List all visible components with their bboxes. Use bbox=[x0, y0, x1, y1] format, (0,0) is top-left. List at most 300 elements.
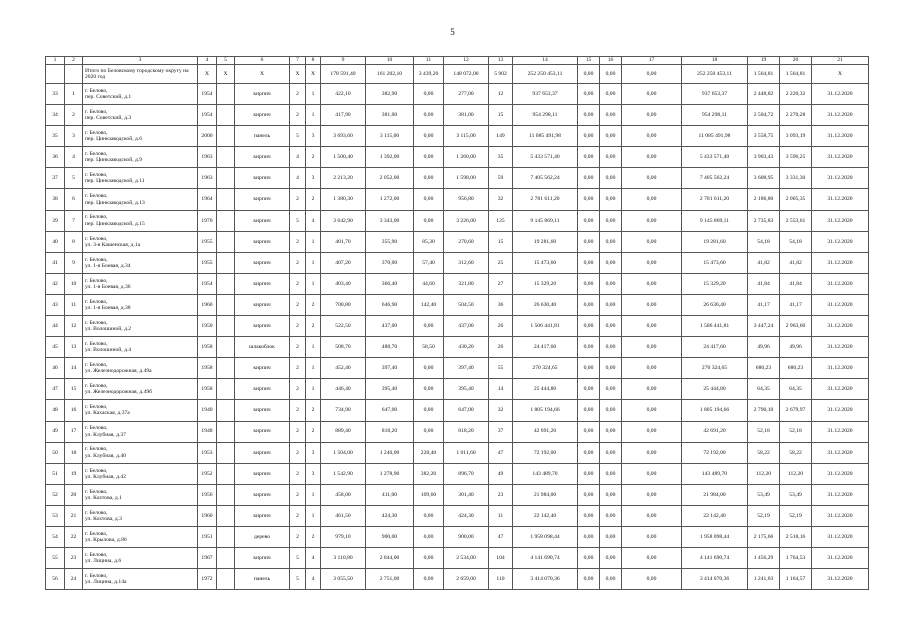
cell-p: 12 bbox=[489, 84, 513, 105]
cell-tot: 24 417,60 bbox=[682, 337, 748, 358]
cell-tot: 21 984,00 bbox=[682, 484, 748, 505]
cell-fl: 2 bbox=[290, 400, 306, 421]
cell-d: 896,70 bbox=[444, 463, 489, 484]
address-cell bbox=[83, 168, 198, 189]
address-cell bbox=[83, 442, 198, 463]
total-cell-17: 0,00 bbox=[622, 65, 682, 84]
cell-u2: 3 596,25 bbox=[780, 147, 812, 168]
cell-f3: 0,00 bbox=[622, 84, 682, 105]
cell-fl: 2 bbox=[290, 421, 306, 442]
cell-u2: 58,22 bbox=[780, 442, 812, 463]
cell-year: 1958 bbox=[198, 337, 217, 358]
cell-f2: 0,00 bbox=[600, 358, 622, 379]
cell-tot: 26 630,40 bbox=[682, 294, 748, 315]
cell-empty bbox=[217, 316, 235, 337]
cell-f2: 0,00 bbox=[600, 273, 622, 294]
cell-fl: 2 bbox=[290, 84, 306, 105]
address-street: ул. Клубная, д.42 bbox=[85, 473, 126, 480]
address-city: г. Белово, bbox=[85, 467, 108, 474]
cell-tot: 22 142,40 bbox=[682, 505, 748, 526]
cell-b: 3 343,00 bbox=[366, 210, 414, 231]
cell-p: 49 bbox=[489, 463, 513, 484]
cell-year: 1952 bbox=[198, 463, 217, 484]
cell-ent: 3 bbox=[306, 463, 321, 484]
cell-date: 31.12.2020 bbox=[812, 126, 869, 147]
table-row bbox=[46, 484, 869, 505]
cell-d: 430,20 bbox=[444, 337, 489, 358]
cell-d: 647,00 bbox=[444, 400, 489, 421]
cell-u1: 64,35 bbox=[748, 379, 780, 400]
cell-p: 25 bbox=[489, 252, 513, 273]
cell-d: 301,40 bbox=[444, 484, 489, 505]
cell-k: 23 bbox=[65, 548, 83, 569]
table-row bbox=[46, 252, 869, 273]
address-city: г. Белово, bbox=[85, 319, 108, 326]
cell-c: 0,00 bbox=[414, 105, 444, 126]
address-city: г. Белово, bbox=[85, 383, 108, 390]
cell-year: 2000 bbox=[198, 126, 217, 147]
cell-f3: 0,00 bbox=[622, 189, 682, 210]
cell-mat: кирпич bbox=[235, 548, 290, 569]
cell-c: 0,00 bbox=[414, 210, 444, 231]
cell-f1: 0,00 bbox=[578, 463, 600, 484]
cell-u2: 1 764,53 bbox=[780, 548, 812, 569]
table-row bbox=[46, 548, 869, 569]
cell-b: 1 392,00 bbox=[366, 147, 414, 168]
cell-c: 228,40 bbox=[414, 442, 444, 463]
cell-a: 508,70 bbox=[321, 337, 366, 358]
table-row bbox=[46, 379, 869, 400]
address-street: пер. Цинкзаводской, д.11 bbox=[85, 178, 145, 185]
total-cell-14: 252 250 453,11 bbox=[513, 65, 578, 84]
cell-c: 44,60 bbox=[414, 273, 444, 294]
cell-u2: 112,20 bbox=[780, 463, 812, 484]
cell-u1: 680,23 bbox=[748, 358, 780, 379]
cell-p: 36 bbox=[489, 294, 513, 315]
cell-c: 0,00 bbox=[414, 189, 444, 210]
cell-fl: 2 bbox=[290, 379, 306, 400]
cell-date: 31.12.2020 bbox=[812, 442, 869, 463]
cell-p: 125 bbox=[489, 210, 513, 231]
cell-k: 14 bbox=[65, 358, 83, 379]
address-cell bbox=[83, 252, 198, 273]
cell-f1: 0,00 bbox=[578, 126, 600, 147]
cell-date: 31.12.2020 bbox=[812, 168, 869, 189]
cell-tot: 42 691,20 bbox=[682, 421, 748, 442]
cell-p: 26 bbox=[489, 316, 513, 337]
cell-ent: 1 bbox=[306, 484, 321, 505]
cell-f3: 0,00 bbox=[622, 273, 682, 294]
cell-c: 109,60 bbox=[414, 484, 444, 505]
cell-n: 53 bbox=[46, 505, 65, 526]
table-row bbox=[46, 505, 869, 526]
cell-mat: кирпич bbox=[235, 189, 290, 210]
cell-date: 31.12.2020 bbox=[812, 84, 869, 105]
column-number: 12 bbox=[444, 57, 489, 65]
cell-tot: 11 085 491,98 bbox=[682, 126, 748, 147]
cell-empty bbox=[217, 463, 235, 484]
cell-d: 321,80 bbox=[444, 273, 489, 294]
table-row bbox=[46, 294, 869, 315]
cell-cost: 19 281,60 bbox=[513, 231, 578, 252]
cell-u2: 2 270,28 bbox=[780, 105, 812, 126]
cell-b: 900,00 bbox=[366, 526, 414, 547]
cell-n: 38 bbox=[46, 189, 65, 210]
cell-a: 3 110,80 bbox=[321, 548, 366, 569]
cell-b: 370,00 bbox=[366, 252, 414, 273]
cell-u1: 2 735,83 bbox=[748, 210, 780, 231]
cell-u1: 3 558,75 bbox=[748, 126, 780, 147]
cell-k: 7 bbox=[65, 210, 83, 231]
address-street: ул. Железнодорожная, д.49б bbox=[85, 389, 153, 396]
cell-empty bbox=[217, 400, 235, 421]
cell-d: 270,60 bbox=[444, 231, 489, 252]
cell-ent: 4 bbox=[306, 210, 321, 231]
cell-cost: 7 405 562,24 bbox=[513, 168, 578, 189]
cell-a: 734,90 bbox=[321, 400, 366, 421]
address-city: г. Белово, bbox=[85, 214, 108, 221]
cell-empty bbox=[217, 168, 235, 189]
cell-u2: 64,35 bbox=[780, 379, 812, 400]
cell-n: 50 bbox=[46, 442, 65, 463]
cell-u1: 1 456,29 bbox=[748, 548, 780, 569]
cell-a: 700,80 bbox=[321, 294, 366, 315]
cell-k: 10 bbox=[65, 273, 83, 294]
cell-p: 47 bbox=[489, 526, 513, 547]
cell-f3: 0,00 bbox=[622, 569, 682, 590]
cell-n: 37 bbox=[46, 168, 65, 189]
cell-f1: 0,00 bbox=[578, 358, 600, 379]
cell-u2: 52,18 bbox=[780, 421, 812, 442]
cell-a: 407,20 bbox=[321, 252, 366, 273]
cell-year: 1954 bbox=[198, 273, 217, 294]
cell-n: 36 bbox=[46, 147, 65, 168]
address-street: ул. 1-я Боевая, д.36 bbox=[85, 283, 131, 290]
cell-tot: 4 141 690,74 bbox=[682, 548, 748, 569]
cell-b: 647,00 bbox=[366, 400, 414, 421]
cell-empty bbox=[217, 569, 235, 590]
cell-p: 26 bbox=[489, 337, 513, 358]
cell-p: 15 bbox=[489, 105, 513, 126]
cell-tot: 25 444,80 bbox=[682, 379, 748, 400]
cell-u2: 680,23 bbox=[780, 358, 812, 379]
cell-c: 0,00 bbox=[414, 84, 444, 105]
cell-p: 47 bbox=[489, 442, 513, 463]
cell-cost: 22 142,40 bbox=[513, 505, 578, 526]
cell-b: 818,20 bbox=[366, 421, 414, 442]
cell-year: 1960 bbox=[198, 505, 217, 526]
cell-c: 0,00 bbox=[414, 400, 444, 421]
total-cell-20: 1 564,81 bbox=[780, 65, 812, 84]
cell-f2: 0,00 bbox=[600, 316, 622, 337]
table-row bbox=[46, 358, 869, 379]
cell-k: 21 bbox=[65, 505, 83, 526]
column-number: 5 bbox=[217, 57, 235, 65]
cell-u1: 58,22 bbox=[748, 442, 780, 463]
cell-k: 4 bbox=[65, 147, 83, 168]
cell-year: 1963 bbox=[198, 147, 217, 168]
cell-date: 31.12.2020 bbox=[812, 294, 869, 315]
cell-date: 31.12.2020 bbox=[812, 273, 869, 294]
cell-fl: 5 bbox=[290, 569, 306, 590]
cell-ent: 4 bbox=[306, 569, 321, 590]
table-row bbox=[46, 231, 869, 252]
cell-c: 0,00 bbox=[414, 379, 444, 400]
cell-f3: 0,00 bbox=[622, 526, 682, 547]
cell-date: 31.12.2020 bbox=[812, 210, 869, 231]
cell-ent: 1 bbox=[306, 84, 321, 105]
cell-cost: 9 145 869,11 bbox=[513, 210, 578, 231]
column-number: 11 bbox=[414, 57, 444, 65]
column-number: 9 bbox=[321, 57, 366, 65]
cell-year: 1951 bbox=[198, 526, 217, 547]
cell-p: 27 bbox=[489, 273, 513, 294]
cell-c: 85,30 bbox=[414, 231, 444, 252]
column-number: 16 bbox=[600, 57, 622, 65]
cell-c: 0,00 bbox=[414, 358, 444, 379]
address-street: ул. 3-я Кашенская, д.1а bbox=[85, 241, 141, 248]
cell-fl: 2 bbox=[290, 105, 306, 126]
cell-a: 2 213,20 bbox=[321, 168, 366, 189]
cell-p: 104 bbox=[489, 548, 513, 569]
cell-d: 2 534,00 bbox=[444, 548, 489, 569]
cell-date: 31.12.2020 bbox=[812, 505, 869, 526]
cell-tot: 1 805 194,66 bbox=[682, 400, 748, 421]
cell-k: 6 bbox=[65, 189, 83, 210]
address-cell bbox=[83, 273, 198, 294]
cell-empty bbox=[217, 231, 235, 252]
total-cell-18: 252 250 453,11 bbox=[682, 65, 748, 84]
cell-date: 31.12.2020 bbox=[812, 105, 869, 126]
address-street: ул. Клубная, д.40 bbox=[85, 452, 126, 459]
cell-a: 417,90 bbox=[321, 105, 366, 126]
cell-fl: 2 bbox=[290, 484, 306, 505]
cell-tot: 937 653,37 bbox=[682, 84, 748, 105]
address-city: г. Белово, bbox=[85, 551, 108, 558]
cell-a: 889,40 bbox=[321, 421, 366, 442]
cell-b: 381,00 bbox=[366, 105, 414, 126]
cell-d: 277,00 bbox=[444, 84, 489, 105]
cell-fl: 2 bbox=[290, 526, 306, 547]
address-cell bbox=[83, 505, 198, 526]
total-label: Итого по Беловскому городскому округу на 2020 год bbox=[83, 65, 198, 84]
table-row bbox=[46, 400, 869, 421]
cell-fl: 5 bbox=[290, 548, 306, 569]
cell-d: 1 011,60 bbox=[444, 442, 489, 463]
cell-f1: 0,00 bbox=[578, 84, 600, 105]
cell-ent: 2 bbox=[306, 294, 321, 315]
address-cell bbox=[83, 358, 198, 379]
cell-cost: 270 324,65 bbox=[513, 358, 578, 379]
cell-mat: кирпич bbox=[235, 505, 290, 526]
cell-date: 31.12.2020 bbox=[812, 484, 869, 505]
cell-date: 31.12.2020 bbox=[812, 231, 869, 252]
address-street: ул. Лицина, д.6 bbox=[85, 558, 122, 565]
cell-p: 14 bbox=[489, 379, 513, 400]
address-cell bbox=[83, 189, 198, 210]
address-cell bbox=[83, 147, 198, 168]
cell-k: 20 bbox=[65, 484, 83, 505]
column-number: 10 bbox=[366, 57, 414, 65]
cell-c: 0,00 bbox=[414, 505, 444, 526]
cell-ent: 1 bbox=[306, 231, 321, 252]
cell-p: 32 bbox=[489, 400, 513, 421]
cell-f1: 0,00 bbox=[578, 442, 600, 463]
address-cell bbox=[83, 231, 198, 252]
cell-b: 2 844,00 bbox=[366, 548, 414, 569]
cell-d: 818,20 bbox=[444, 421, 489, 442]
cell-u1: 52,18 bbox=[748, 421, 780, 442]
address-cell bbox=[83, 379, 198, 400]
cell-f3: 0,00 bbox=[622, 400, 682, 421]
cell-a: 403,40 bbox=[321, 273, 366, 294]
cell-cost: 3 414 070,36 bbox=[513, 569, 578, 590]
cell-year: 1950 bbox=[198, 316, 217, 337]
cell-n: 48 bbox=[46, 400, 65, 421]
total-cell-6: X bbox=[235, 65, 290, 84]
address-cell bbox=[83, 548, 198, 569]
cell-a: 1 380,30 bbox=[321, 189, 366, 210]
cell-empty bbox=[217, 379, 235, 400]
cell-tot: 1 958 098,44 bbox=[682, 526, 748, 547]
cell-date: 31.12.2020 bbox=[812, 463, 869, 484]
cell-k: 3 bbox=[65, 126, 83, 147]
cell-f2: 0,00 bbox=[600, 526, 622, 547]
total-cell-13: 5 902 bbox=[489, 65, 513, 84]
cell-mat: кирпич bbox=[235, 273, 290, 294]
cell-b: 2 052,00 bbox=[366, 168, 414, 189]
cell-n: 39 bbox=[46, 210, 65, 231]
cell-empty bbox=[217, 84, 235, 105]
column-number: 15 bbox=[578, 57, 600, 65]
address-cell bbox=[83, 400, 198, 421]
cell-ent: 1 bbox=[306, 379, 321, 400]
housing-register-table bbox=[45, 56, 869, 590]
total-cell-19: 1 564,81 bbox=[748, 65, 780, 84]
total-cell-12: 148 072,00 bbox=[444, 65, 489, 84]
cell-k: 8 bbox=[65, 231, 83, 252]
cell-fl: 2 bbox=[290, 442, 306, 463]
table-row bbox=[46, 126, 869, 147]
cell-fl: 2 bbox=[290, 358, 306, 379]
cell-year: 1963 bbox=[198, 168, 217, 189]
cell-u2: 2 553,61 bbox=[780, 210, 812, 231]
cell-b: 397,40 bbox=[366, 358, 414, 379]
cell-mat: кирпич bbox=[235, 210, 290, 231]
cell-mat: шлакоблок bbox=[235, 337, 290, 358]
cell-year: 1970 bbox=[198, 210, 217, 231]
cell-f2: 0,00 bbox=[600, 337, 622, 358]
cell-d: 312,60 bbox=[444, 252, 489, 273]
table-row bbox=[46, 569, 869, 590]
cell-a: 3 642,90 bbox=[321, 210, 366, 231]
cell-fl: 2 bbox=[290, 252, 306, 273]
cell-k: 17 bbox=[65, 421, 83, 442]
cell-c: 0,00 bbox=[414, 168, 444, 189]
cell-f2: 0,00 bbox=[600, 105, 622, 126]
address-city: г. Белово, bbox=[85, 446, 108, 453]
cell-c: 0,00 bbox=[414, 316, 444, 337]
cell-c: 382,20 bbox=[414, 463, 444, 484]
cell-d: 3 115,00 bbox=[444, 126, 489, 147]
cell-a: 446,40 bbox=[321, 379, 366, 400]
cell-date: 31.12.2020 bbox=[812, 358, 869, 379]
cell-u1: 2 448,82 bbox=[748, 84, 780, 105]
cell-u2: 52,19 bbox=[780, 505, 812, 526]
table-row bbox=[46, 337, 869, 358]
cell-tot: 72 192,00 bbox=[682, 442, 748, 463]
cell-n: 56 bbox=[46, 569, 65, 590]
cell-n: 51 bbox=[46, 463, 65, 484]
cell-n: 55 bbox=[46, 548, 65, 569]
cell-cost: 25 444,80 bbox=[513, 379, 578, 400]
cell-fl: 4 bbox=[290, 168, 306, 189]
cell-cost: 42 691,20 bbox=[513, 421, 578, 442]
cell-d: 381,00 bbox=[444, 105, 489, 126]
address-street: пер. Советский, д.1 bbox=[85, 94, 132, 101]
cell-empty bbox=[217, 337, 235, 358]
cell-p: 55 bbox=[489, 358, 513, 379]
cell-u2: 1 164,57 bbox=[780, 569, 812, 590]
cell-cost: 2 781 611,20 bbox=[513, 189, 578, 210]
cell-k: 22 bbox=[65, 526, 83, 547]
cell-n: 54 bbox=[46, 526, 65, 547]
cell-p: 110 bbox=[489, 569, 513, 590]
cell-empty bbox=[217, 105, 235, 126]
address-street: пер. Цинкзаводской, д.15 bbox=[85, 220, 145, 227]
cell-d: 3 226,00 bbox=[444, 210, 489, 231]
cell-p: 11 bbox=[489, 505, 513, 526]
cell-f2: 0,00 bbox=[600, 231, 622, 252]
cell-fl: 2 bbox=[290, 505, 306, 526]
table-row bbox=[46, 273, 869, 294]
cell-b: 488,70 bbox=[366, 337, 414, 358]
cell-cost: 5 433 571,40 bbox=[513, 147, 578, 168]
cell-cost: 937 653,37 bbox=[513, 84, 578, 105]
cell-n: 47 bbox=[46, 379, 65, 400]
cell-tot: 5 433 571,40 bbox=[682, 147, 748, 168]
cell-u2: 41,84 bbox=[780, 273, 812, 294]
address-cell bbox=[83, 316, 198, 337]
cell-empty bbox=[217, 505, 235, 526]
cell-f3: 0,00 bbox=[622, 105, 682, 126]
address-street: ул. Кохтова, д.1 bbox=[85, 494, 122, 501]
cell-cost: 1 958 098,44 bbox=[513, 526, 578, 547]
cell-cost: 1 805 194,66 bbox=[513, 400, 578, 421]
cell-empty bbox=[217, 421, 235, 442]
cell-a: 458,00 bbox=[321, 484, 366, 505]
cell-c: 58,50 bbox=[414, 337, 444, 358]
cell-p: 32 bbox=[489, 189, 513, 210]
column-number: 1 bbox=[46, 57, 65, 65]
cell-mat: панель bbox=[235, 126, 290, 147]
cell-u2: 2 518,16 bbox=[780, 526, 812, 547]
cell-f3: 0,00 bbox=[622, 442, 682, 463]
cell-c: 0,00 bbox=[414, 421, 444, 442]
cell-u2: 3 093,19 bbox=[780, 126, 812, 147]
cell-ent: 1 bbox=[306, 273, 321, 294]
cell-b: 1 272,00 bbox=[366, 189, 414, 210]
cell-cost: 72 192,00 bbox=[513, 442, 578, 463]
address-street: пер. Цинкзаводской, д.13 bbox=[85, 199, 145, 206]
cell-year: 1964 bbox=[198, 189, 217, 210]
address-city: г. Белово, bbox=[85, 151, 108, 158]
cell-f1: 0,00 bbox=[578, 273, 600, 294]
address-cell bbox=[83, 105, 198, 126]
cell-f1: 0,00 bbox=[578, 252, 600, 273]
cell-p: 35 bbox=[489, 147, 513, 168]
cell-f2: 0,00 bbox=[600, 463, 622, 484]
